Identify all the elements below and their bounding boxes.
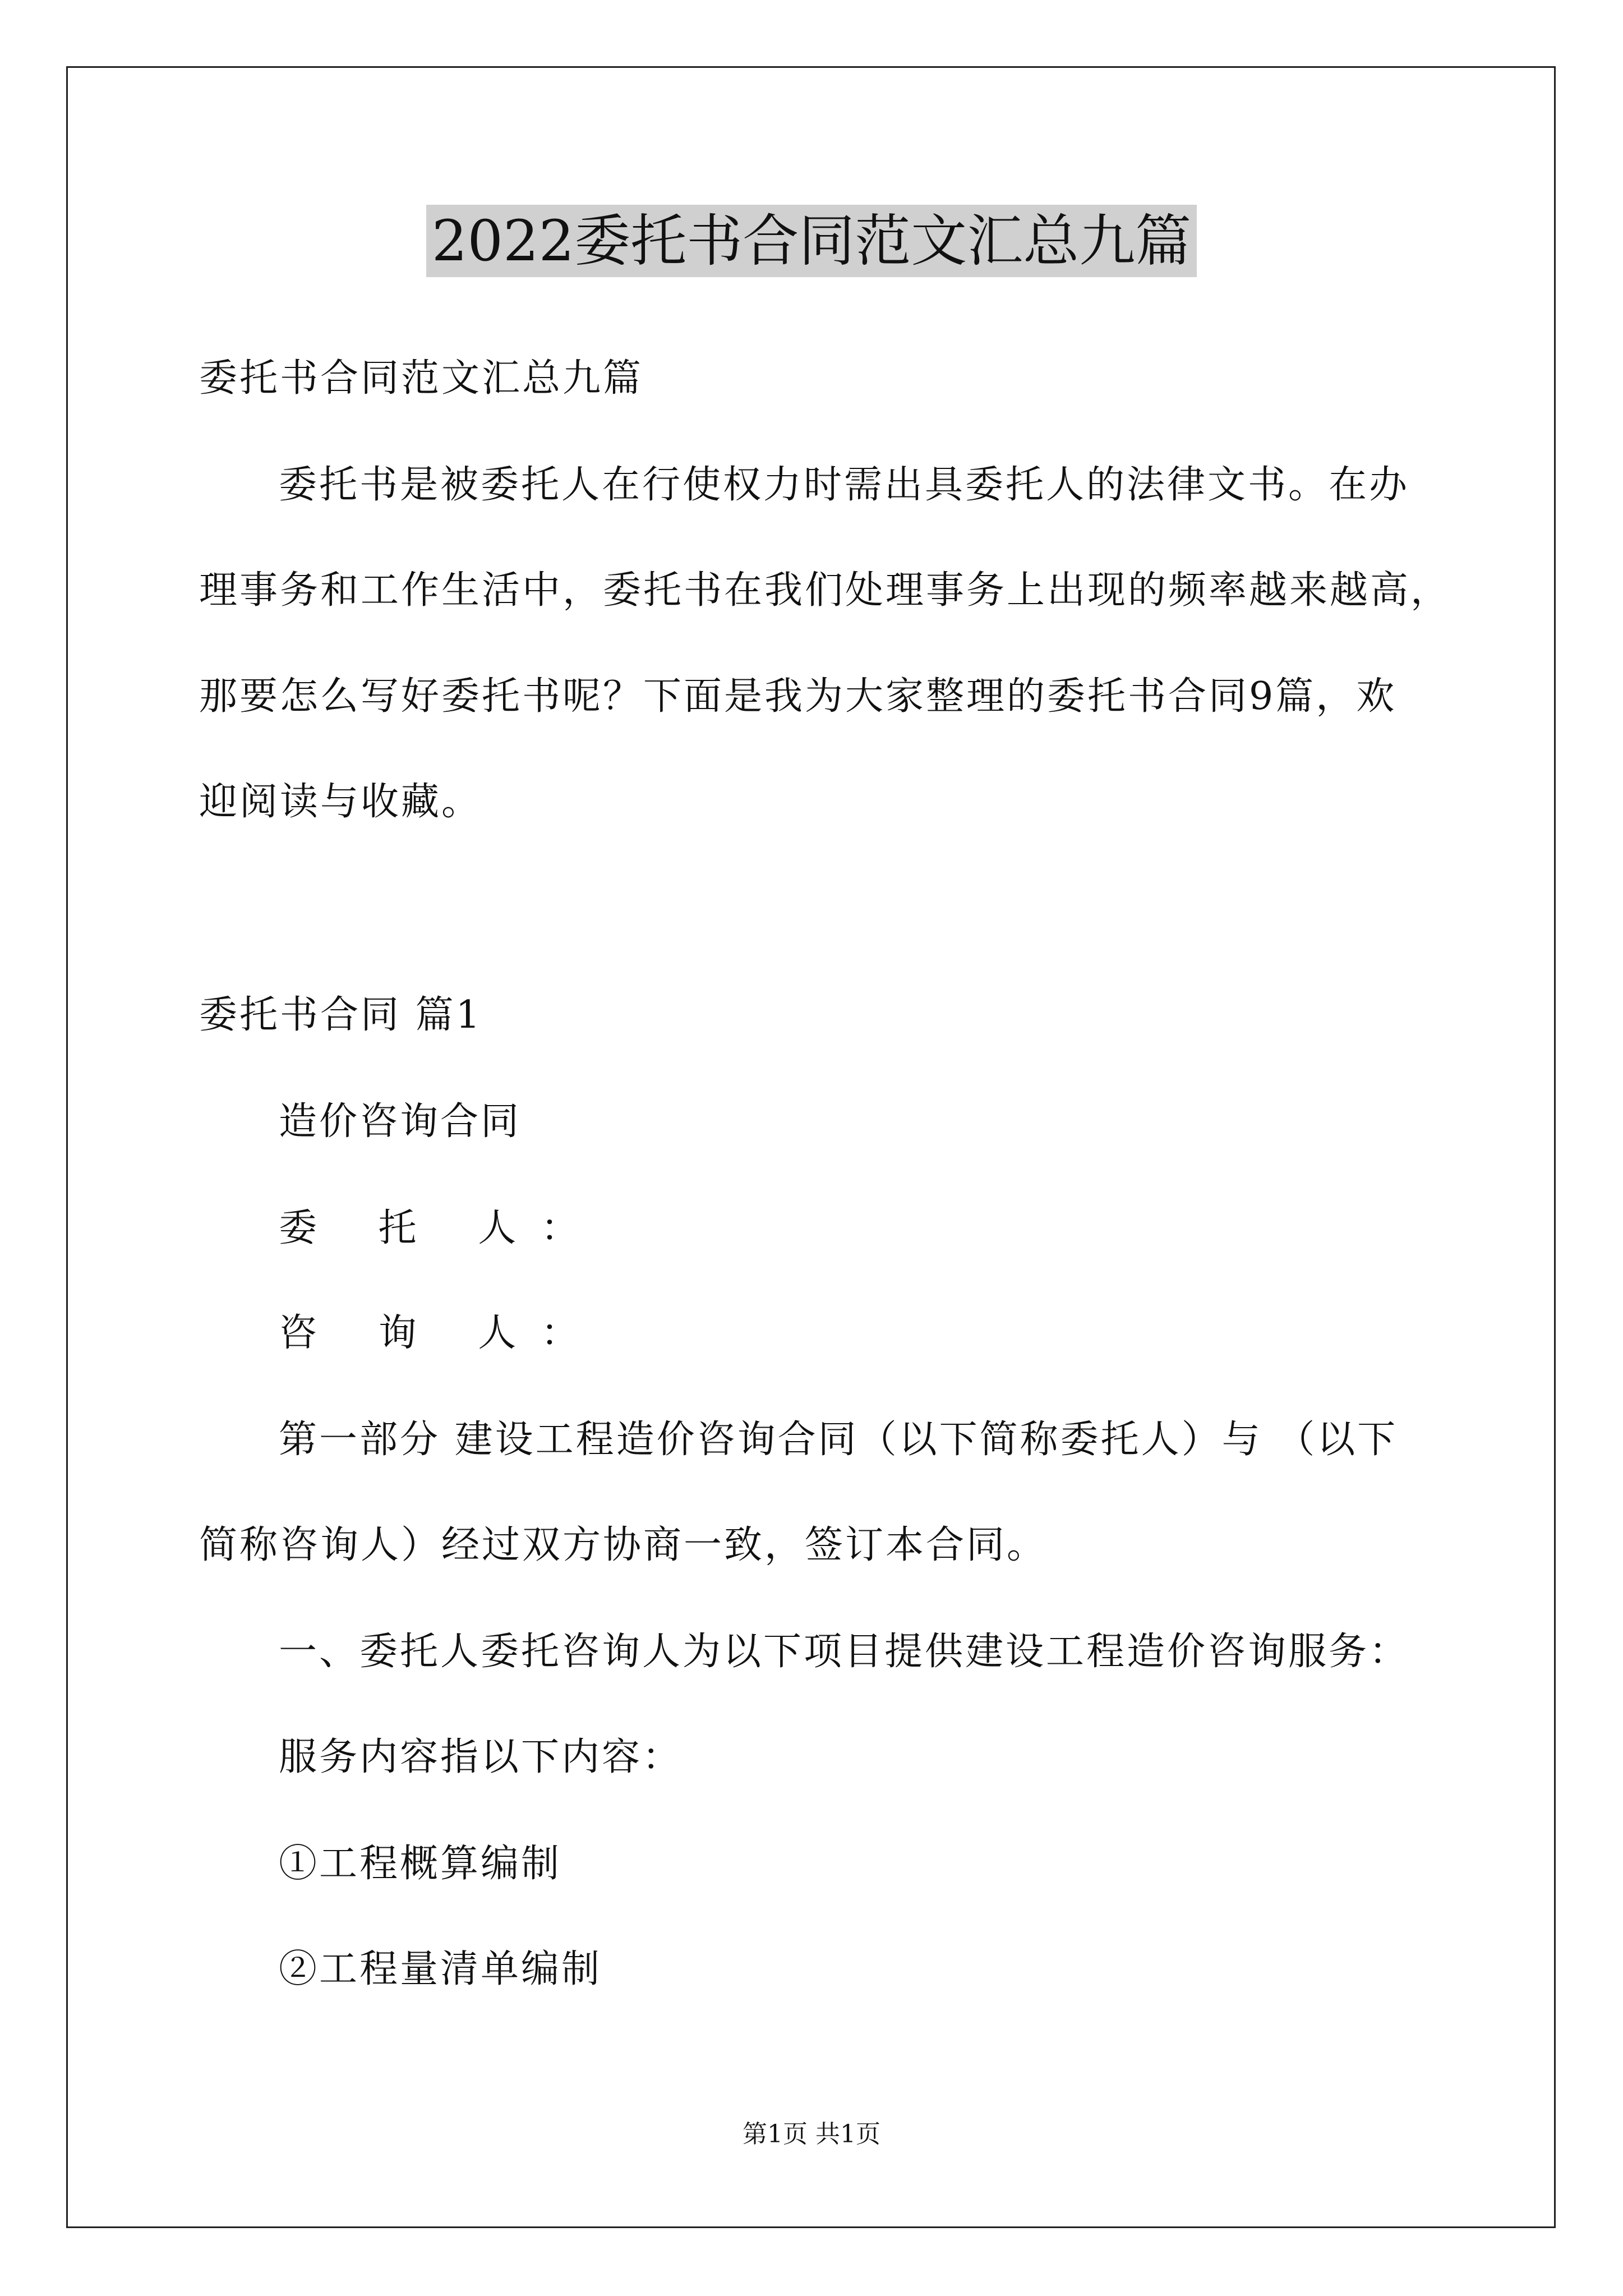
part-one-line-1: 第一部分 建设工程造价咨询合同（以下简称委托人）与 （以下 bbox=[279, 1418, 1398, 1462]
document-title-text: 2022委托书合同范文汇总九篇 bbox=[426, 205, 1197, 277]
consultant-label: 咨 询 人： bbox=[279, 1311, 604, 1355]
intro-line-1: 委托书是被委托人在行使权力时需出具委托人的法律文书。在办 bbox=[279, 463, 1410, 507]
section-heading: 委托书合同 篇1 bbox=[199, 993, 482, 1037]
contract-title: 造价咨询合同 bbox=[279, 1099, 522, 1144]
service-item-1: ①工程概算编制 bbox=[279, 1842, 562, 1886]
principal-label: 委 托 人： bbox=[279, 1206, 604, 1250]
part-one-line-2: 简称咨询人）经过双方协商一致，签订本合同。 bbox=[199, 1523, 1048, 1567]
intro-line-4: 迎阅读与收藏。 bbox=[199, 780, 482, 824]
service-item-2: ②工程量清单编制 bbox=[279, 1947, 602, 1991]
service-content: 服务内容指以下内容： bbox=[279, 1735, 683, 1779]
intro-line-2: 理事务和工作生活中，委托书在我们处理事务上出现的频率越来越高， bbox=[199, 568, 1451, 613]
document-subtitle: 委托书合同范文汇总九篇 bbox=[199, 356, 644, 401]
intro-line-3: 那要怎么写好委托书呢？下面是我为大家整理的委托书合同9篇，欢 bbox=[199, 674, 1397, 719]
clause-one: 一、委托人委托咨询人为以下项目提供建设工程造价咨询服务： bbox=[279, 1630, 1410, 1674]
document-title bbox=[0, 202, 1623, 280]
page-footer: 第1页 共1页 bbox=[743, 2120, 880, 2148]
